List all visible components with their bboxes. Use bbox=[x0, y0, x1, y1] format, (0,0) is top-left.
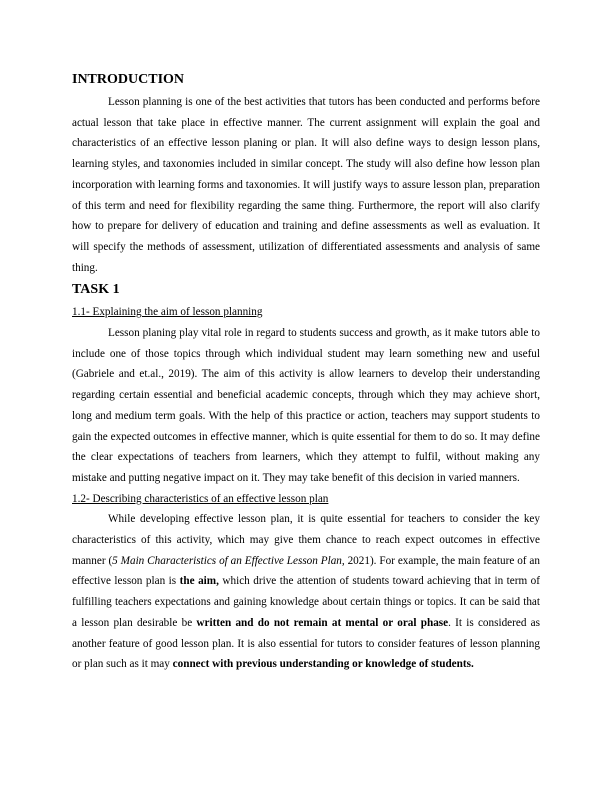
document-page bbox=[72, 70, 540, 675]
bold-phrase: connect with previous understanding or knowledge of students. bbox=[172, 658, 474, 671]
section-1-2-paragraph bbox=[72, 509, 540, 675]
introduction-paragraph: Lesson planning is one of the best activities that tutors has been conducted and performs before actual lesson that take place in effective manner. The current assignment will explain the goal and characteristics of an effective lesson planing or plan. It will also define ways to design lesson plans, learning styles, and taxonomies included in similar concept. The study will also define how lesson plan incorporation with learning forms and taxonomies. It will justify ways to assure lesson plan, preparation of this term and need for flexibility regarding the same thing. Furthermore, the report will also clarify how to prepare for delivery of education and training and define assessments as well as evaluation. It will specify the methods of assessment, utilization of differentiated assessments and analysis of same thing. bbox=[72, 96, 540, 274]
bold-phrase: written and do not remain at mental or oral phase bbox=[196, 616, 449, 629]
text-run: 2021). For example, the main feature of an effective lesson plan is bbox=[72, 554, 540, 588]
task1-heading: TASK 1 bbox=[72, 282, 120, 298]
section-1-1-title: 1.1- Explaining the aim of lesson planning bbox=[72, 306, 263, 319]
text-run: which drive the attention of students toward achieving that in term of fulfilling teachers expectations and gaining knowledge about certain things or topics. It can be said that a lesson plan desirable be bbox=[72, 575, 540, 629]
section-1-2-title: 1.2- Describing characteristics of an effective lesson plan bbox=[72, 492, 329, 505]
citation-title: 5 Main Characteristics of an Effective Lesson Plan, bbox=[112, 554, 345, 567]
bold-phrase: the aim, bbox=[179, 575, 219, 588]
text-run: . It is considered as another feature of good lesson plan. It is also essential for tutors to consider features of lesson planning or plan such as it may bbox=[72, 616, 541, 671]
section-1-1-paragraph: Lesson planing play vital role in regard to students success and growth, as it make tutors able to include one of those topics through which individual student may learn something new and useful (Gabriele and et.al., 2019). The aim of this activity is allow learners to develop their understanding regarding certain essential and beneficial academic concepts, through which they may achieve short, long and medium term goals. With the help of this practice or action, teachers may support students to gain the expected outcomes in effective manner, which is quite essential for them to do so. It may define the clear expectations of teachers from learners, which they attempt to fulfil, without making any mistake and putting negative impact on it. They may take benefit of this decision in varied manners. bbox=[72, 327, 540, 484]
introduction-heading: INTRODUCTION bbox=[72, 72, 185, 87]
text-run: While developing effective lesson plan, it is quite essential for teachers to consider the key characteristics of this activity, which may give them chance to reach expect outcomes in effective manner ( bbox=[72, 513, 540, 567]
